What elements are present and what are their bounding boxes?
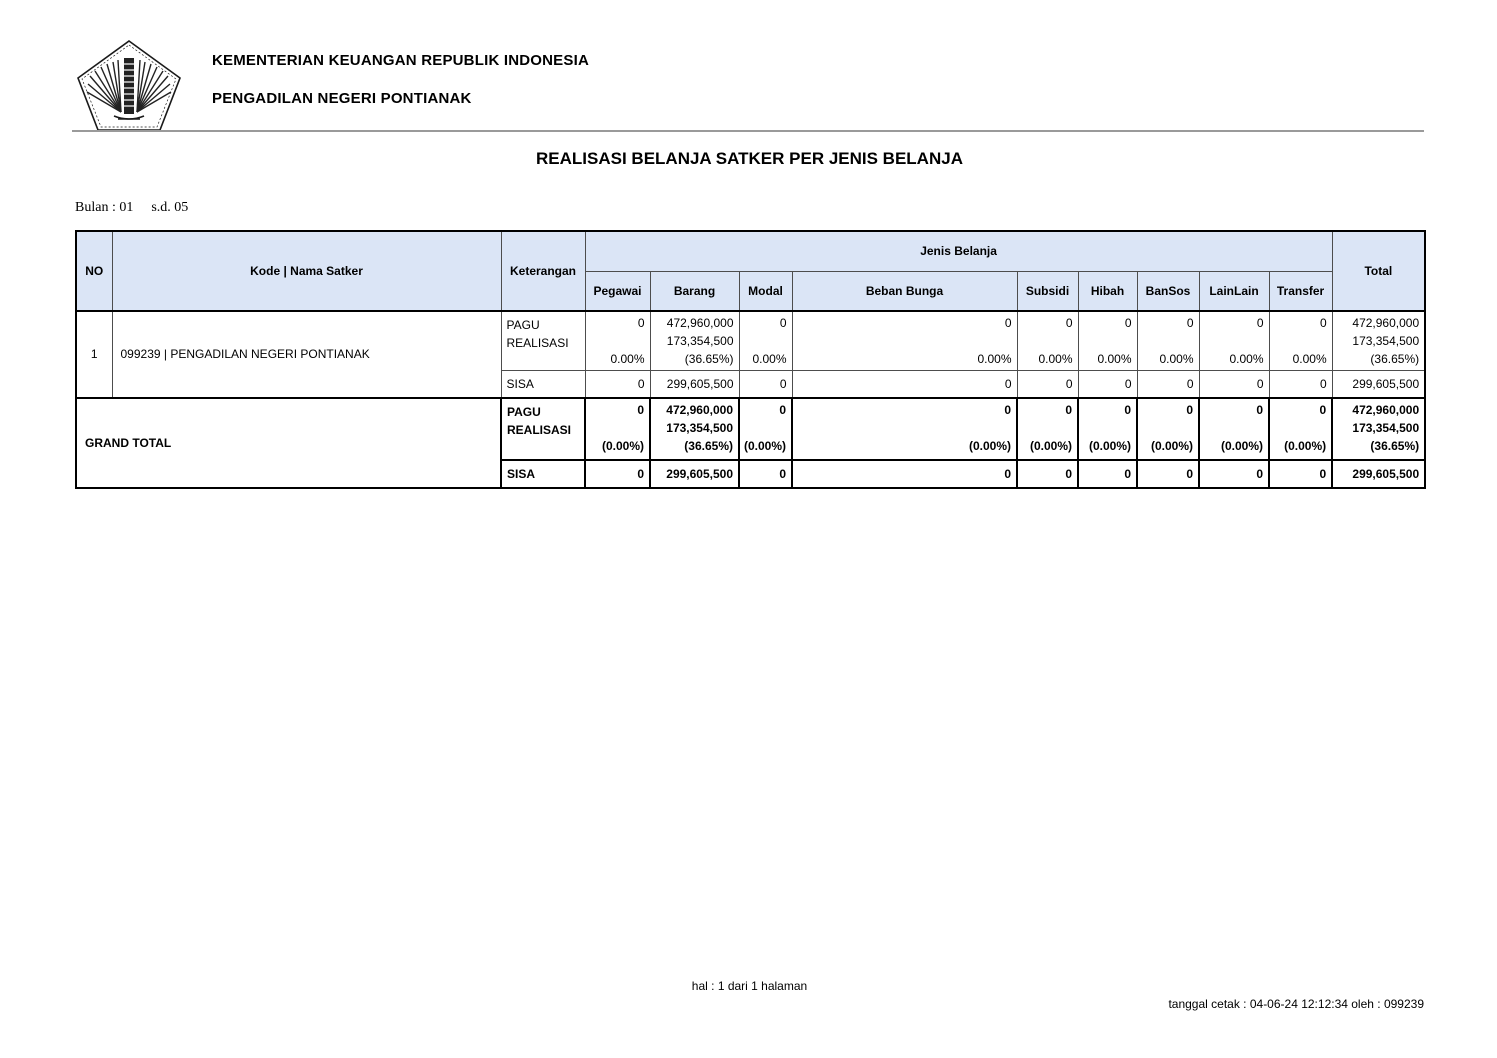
col-header-barang: Barang bbox=[650, 271, 739, 311]
row1-pagu-lainlain: 0 0.00% bbox=[1199, 311, 1269, 371]
row1-keterangan-pagu: PAGU REALISASI bbox=[501, 311, 585, 371]
gt-sisa-total: 299,605,500 bbox=[1332, 460, 1425, 488]
gt-pagu-bansos: 0 (0.00%) bbox=[1137, 398, 1199, 460]
page-number-info: hal : 1 dari 1 halaman bbox=[691, 979, 808, 993]
row1-pagu-modal: 0 0.00% bbox=[739, 311, 792, 371]
row1-pagu-pegawai: 0 0.00% bbox=[585, 311, 650, 371]
row1-sisa-lainlain: 0 bbox=[1199, 371, 1269, 398]
gt-sisa-lainlain: 0 bbox=[1199, 460, 1269, 488]
ministry-name: KEMENTERIAN KEUANGAN REPUBLIK INDONESIA bbox=[212, 52, 589, 69]
row1-pagu-total: 472,960,000 173,354,500 (36.65%) bbox=[1332, 311, 1425, 371]
letterhead-divider bbox=[72, 130, 1424, 132]
col-header-satker: Kode | Nama Satker bbox=[112, 231, 501, 311]
report-title: REALISASI BELANJA SATKER PER JENIS BELANJA bbox=[536, 149, 963, 168]
gt-sisa-beban-bunga: 0 bbox=[792, 460, 1017, 488]
row1-sisa-bansos: 0 bbox=[1137, 371, 1199, 398]
table-row-satker-pagu bbox=[76, 311, 1425, 371]
row1-pagu-beban-bunga: 0 0.00% bbox=[792, 311, 1017, 371]
gt-pagu-pegawai: 0 (0.00%) bbox=[585, 398, 650, 460]
row1-sisa-pegawai: 0 bbox=[585, 371, 650, 398]
col-header-no: NO bbox=[76, 231, 112, 311]
table-row-grand-total-pagu bbox=[76, 398, 1425, 460]
col-header-transfer: Transfer bbox=[1269, 271, 1332, 311]
gt-sisa-transfer: 0 bbox=[1269, 460, 1332, 488]
row1-sisa-total: 299,605,500 bbox=[1332, 371, 1425, 398]
col-header-pegawai: Pegawai bbox=[585, 271, 650, 311]
col-header-modal: Modal bbox=[739, 271, 792, 311]
gt-pagu-beban-bunga: 0 (0.00%) bbox=[792, 398, 1017, 460]
row1-pagu-hibah: 0 0.00% bbox=[1078, 311, 1137, 371]
row1-pagu-bansos: 0 0.00% bbox=[1137, 311, 1199, 371]
gt-pagu-lainlain: 0 (0.00%) bbox=[1199, 398, 1269, 460]
row1-sisa-barang: 299,605,500 bbox=[650, 371, 739, 398]
gt-keterangan-pagu: PAGU REALISASI bbox=[501, 398, 585, 460]
gt-pagu-hibah: 0 (0.00%) bbox=[1078, 398, 1137, 460]
row1-sisa-hibah: 0 bbox=[1078, 371, 1137, 398]
gt-pagu-total: 472,960,000 173,354,500 (36.65%) bbox=[1332, 398, 1425, 460]
gt-pagu-subsidi: 0 (0.00%) bbox=[1017, 398, 1078, 460]
col-header-subsidi: Subsidi bbox=[1017, 271, 1078, 311]
col-header-jenis-belanja: Jenis Belanja bbox=[585, 231, 1332, 271]
gt-pagu-modal: 0 (0.00%) bbox=[739, 398, 792, 460]
col-header-keterangan: Keterangan bbox=[501, 231, 585, 311]
row1-satker: 099239 | PENGADILAN NEGERI PONTIANAK bbox=[112, 311, 501, 398]
realisasi-table bbox=[75, 230, 1426, 489]
gt-pagu-transfer: 0 (0.00%) bbox=[1269, 398, 1332, 460]
office-name: PENGADILAN NEGERI PONTIANAK bbox=[212, 90, 472, 107]
col-header-total: Total bbox=[1332, 231, 1425, 311]
gt-sisa-barang: 299,605,500 bbox=[650, 460, 739, 488]
period-sd: s.d. 05 bbox=[151, 200, 189, 215]
row1-sisa-modal: 0 bbox=[739, 371, 792, 398]
gt-keterangan-sisa: SISA bbox=[501, 460, 585, 488]
gt-sisa-bansos: 0 bbox=[1137, 460, 1199, 488]
row1-pagu-transfer: 0 0.00% bbox=[1269, 311, 1332, 371]
period-bulan: Bulan : 01 bbox=[75, 200, 134, 215]
gt-sisa-modal: 0 bbox=[739, 460, 792, 488]
row1-sisa-transfer: 0 bbox=[1269, 371, 1332, 398]
col-header-lainlain: LainLain bbox=[1199, 271, 1269, 311]
period-line bbox=[75, 200, 188, 216]
kemenkeu-logo-icon bbox=[74, 38, 184, 133]
row1-no: 1 bbox=[76, 311, 112, 398]
col-header-beban-bunga: Beban Bunga bbox=[792, 271, 1017, 311]
row1-pagu-subsidi: 0 0.00% bbox=[1017, 311, 1078, 371]
print-timestamp-info: tanggal cetak : 04-06-24 12:12:34 oleh : 099239 bbox=[1168, 997, 1424, 1011]
row1-pagu-barang: 472,960,000 173,354,500 (36.65%) bbox=[650, 311, 739, 371]
row1-sisa-subsidi: 0 bbox=[1017, 371, 1078, 398]
col-header-bansos: BanSos bbox=[1137, 271, 1199, 311]
grand-total-label: GRAND TOTAL bbox=[76, 398, 501, 488]
gt-sisa-hibah: 0 bbox=[1078, 460, 1137, 488]
gt-sisa-subsidi: 0 bbox=[1017, 460, 1078, 488]
gt-pagu-barang: 472,960,000 173,354,500 (36.65%) bbox=[650, 398, 739, 460]
row1-sisa-beban-bunga: 0 bbox=[792, 371, 1017, 398]
row1-keterangan-sisa: SISA bbox=[501, 371, 585, 398]
col-header-hibah: Hibah bbox=[1078, 271, 1137, 311]
gt-sisa-pegawai: 0 bbox=[585, 460, 650, 488]
